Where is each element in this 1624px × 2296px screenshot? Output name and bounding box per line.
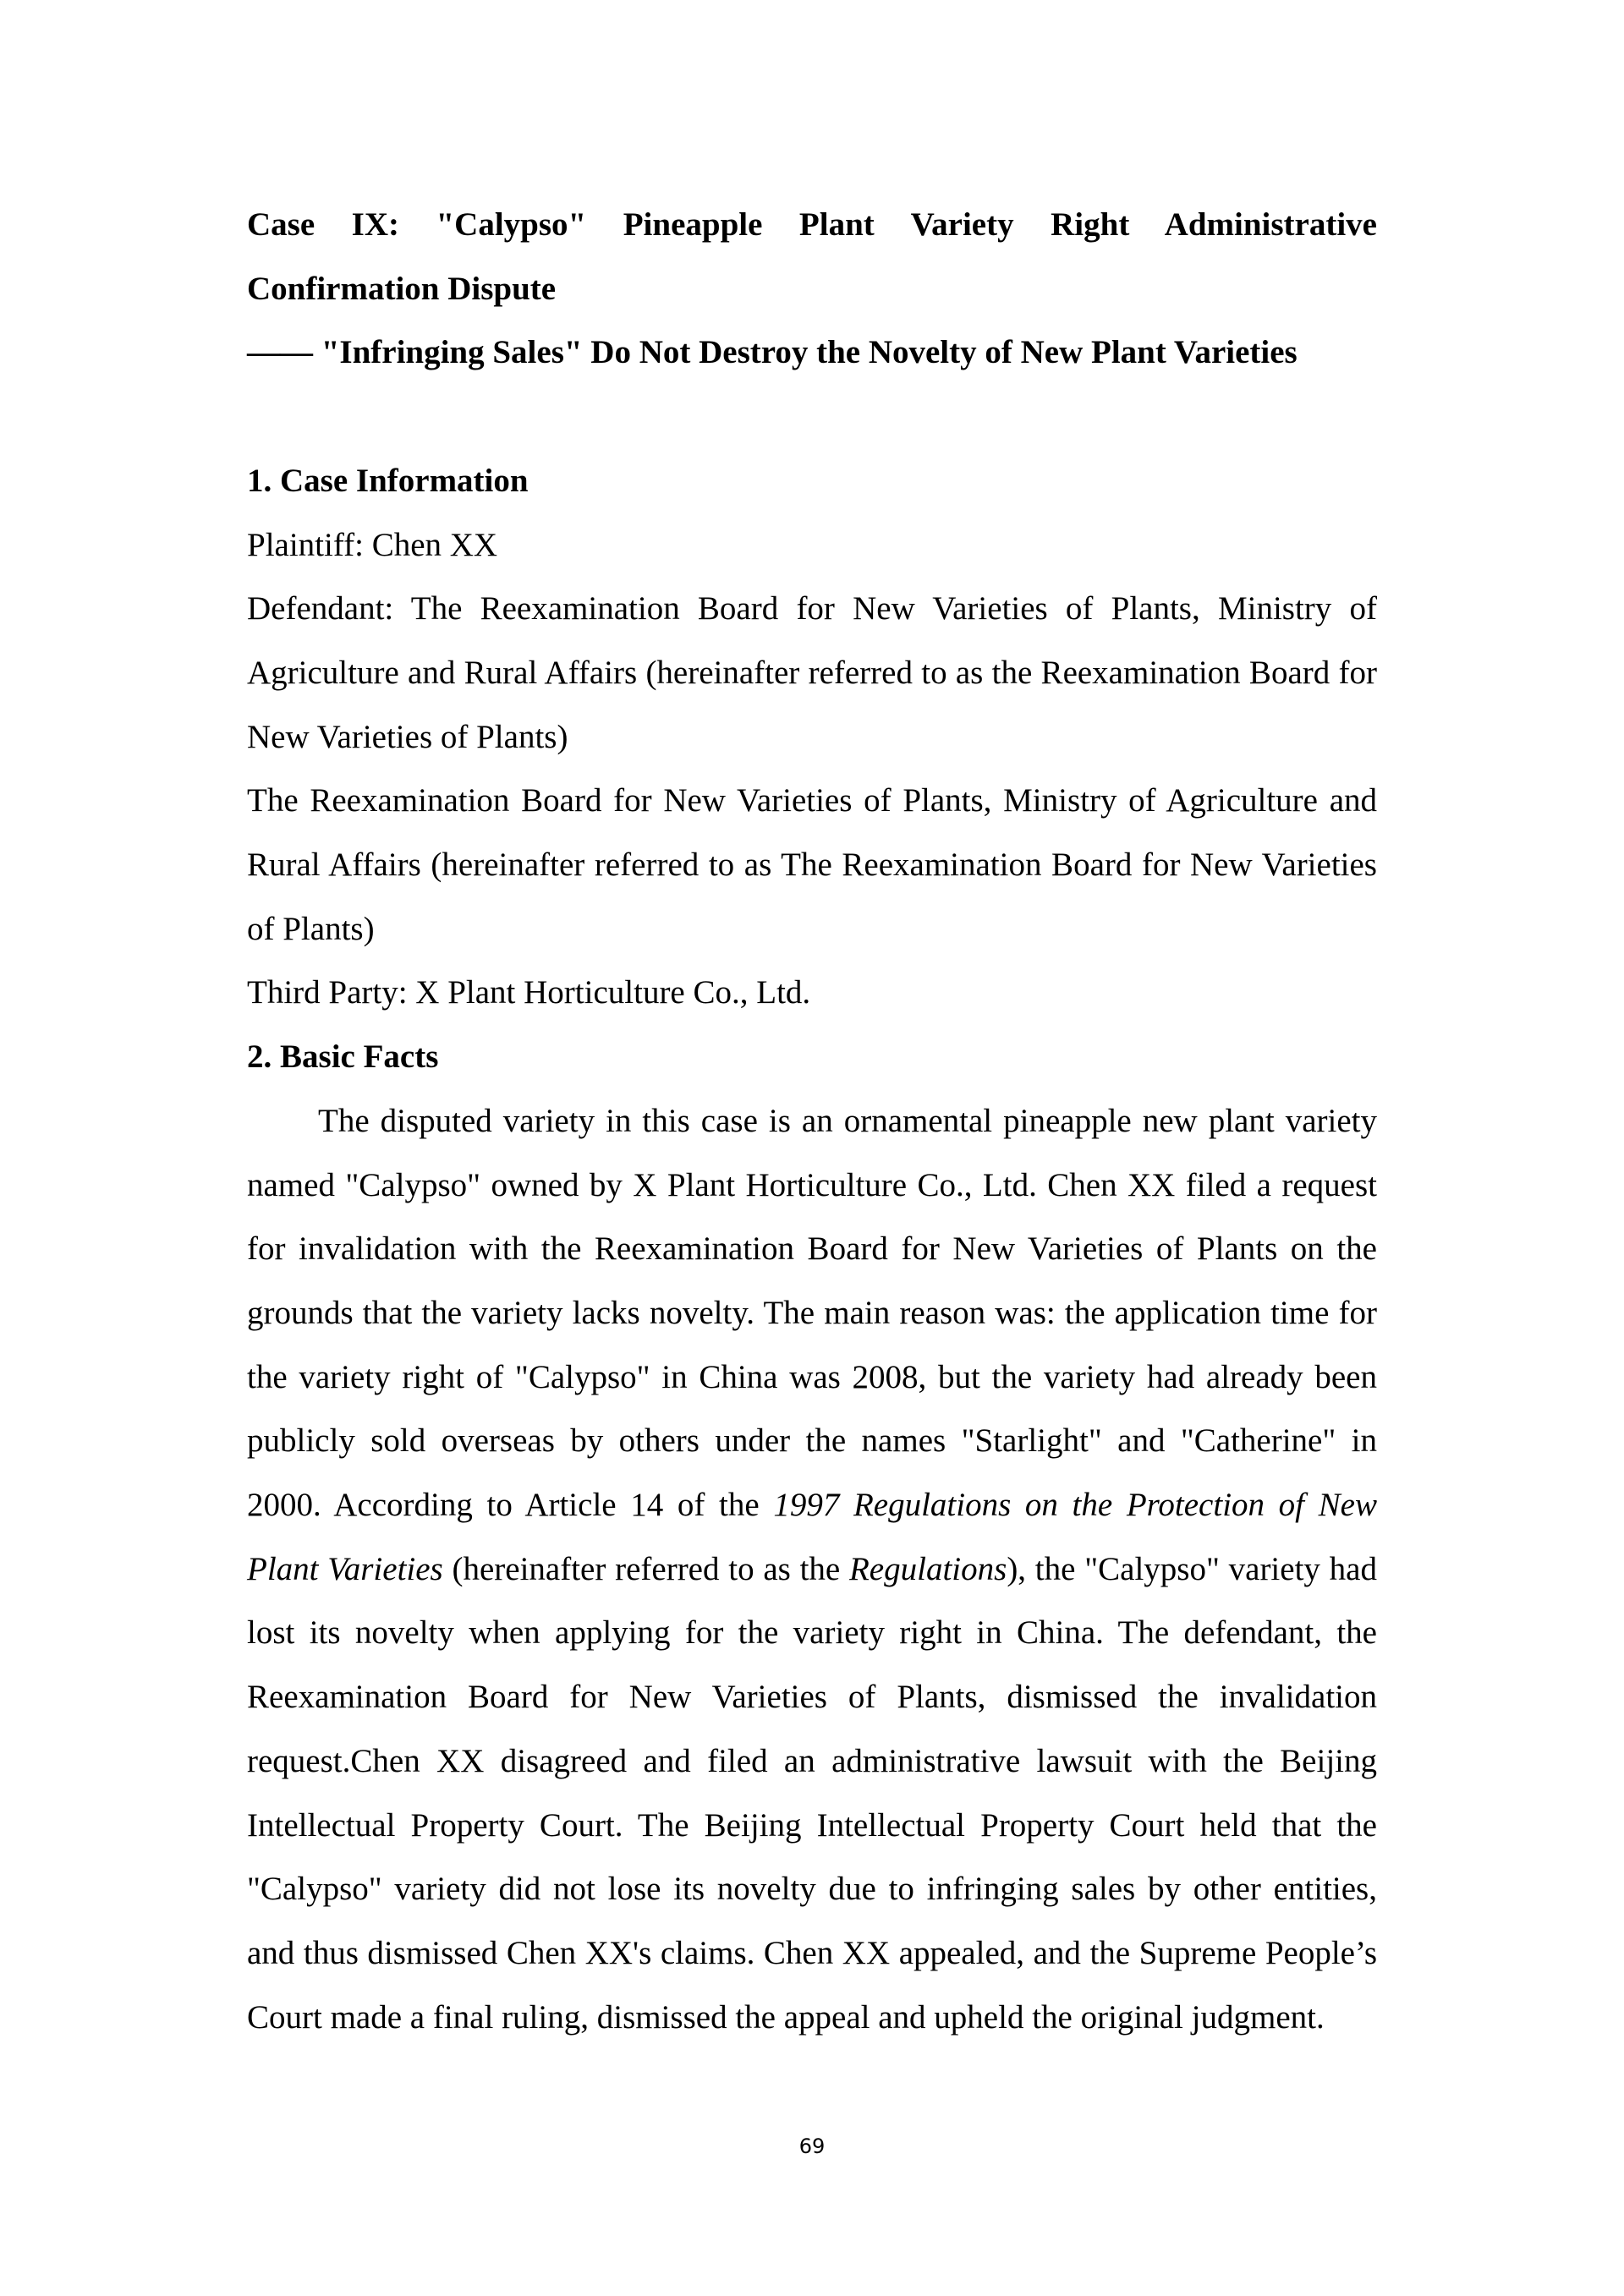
board-note-line: The Reexamination Board for New Varieties of Plants, Ministry of Agriculture and Rural Affairs (hereinafter referred to as The Reexamination Board for New Varieties of Plants) [247, 782, 1377, 947]
section-heading-case-information: 1. Case Information [247, 462, 529, 499]
plaintiff-line: Plaintiff: Chen XX [247, 526, 498, 563]
paragraph-text: ), the "Calypso" variety had lost its novelty when applying for the variety right in China. The defendant, the Reexamination Board for New Varieties of Plants, dismissed the invalidation request.Chen XX disagreed and filed an administrative lawsuit with the Beijing Intellectual Property Court. The Beijing Intellectual Property Court held that the "Calypso" variety did not lose its novelty due to infringing sales by other entities, and thus dismissed Chen XX's claims. Chen XX appealed, and the Supreme People’s Court made a final ruling, dismissed the appeal and upheld the original judgment. [247, 1550, 1377, 2036]
paragraph-text: The disputed variety in this case is an ornamental pineapple new plant variety named "Calypso" owned by X Plant Horticulture Co., Ltd. Chen XX filed a request for invalidation with the Reexamination Board for New Varieties of Plants on the grounds that the variety lacks novelty. The main reason was: the application time for the variety right of "Calypso" in China was 2008, but the variety had already been publicly sold overseas by others under the names "Starlight" and "Catherine" in 2000. According to Article 14 of the [247, 1102, 1377, 1524]
spacer [247, 385, 1377, 449]
page-number: 69 [798, 2134, 826, 2158]
regulations-short-italic: Regulations [848, 1550, 1007, 1587]
document-page [247, 193, 1377, 2049]
paragraph-text: (hereinafter referred to as the [442, 1550, 849, 1587]
basic-facts-paragraph [247, 1089, 1377, 2050]
third-party-line: Third Party: X Plant Horticulture Co., Ltd. [247, 974, 811, 1011]
section-heading-basic-facts: 2. Basic Facts [247, 1038, 439, 1076]
case-title: Case IX: "Calypso" Pineapple Plant Variety Right Administrative Confirmation Dispute [247, 206, 1377, 307]
subtitle-text: "Infringing Sales" Do Not Destroy the Novelty of New Plant Varieties [321, 334, 1298, 371]
subtitle-dash: —— [247, 334, 313, 371]
defendant-line: Defendant: The Reexamination Board for New Varieties of Plants, Ministry of Agriculture and Rural Affairs (hereinafter referred to as the Reexamination Board for New Varieties of Plants) [247, 590, 1377, 755]
case-subtitle [247, 321, 1377, 385]
regulations-title-italic: 1997 Regulations on the Protection of New Plant Varieties [247, 1487, 1377, 1587]
